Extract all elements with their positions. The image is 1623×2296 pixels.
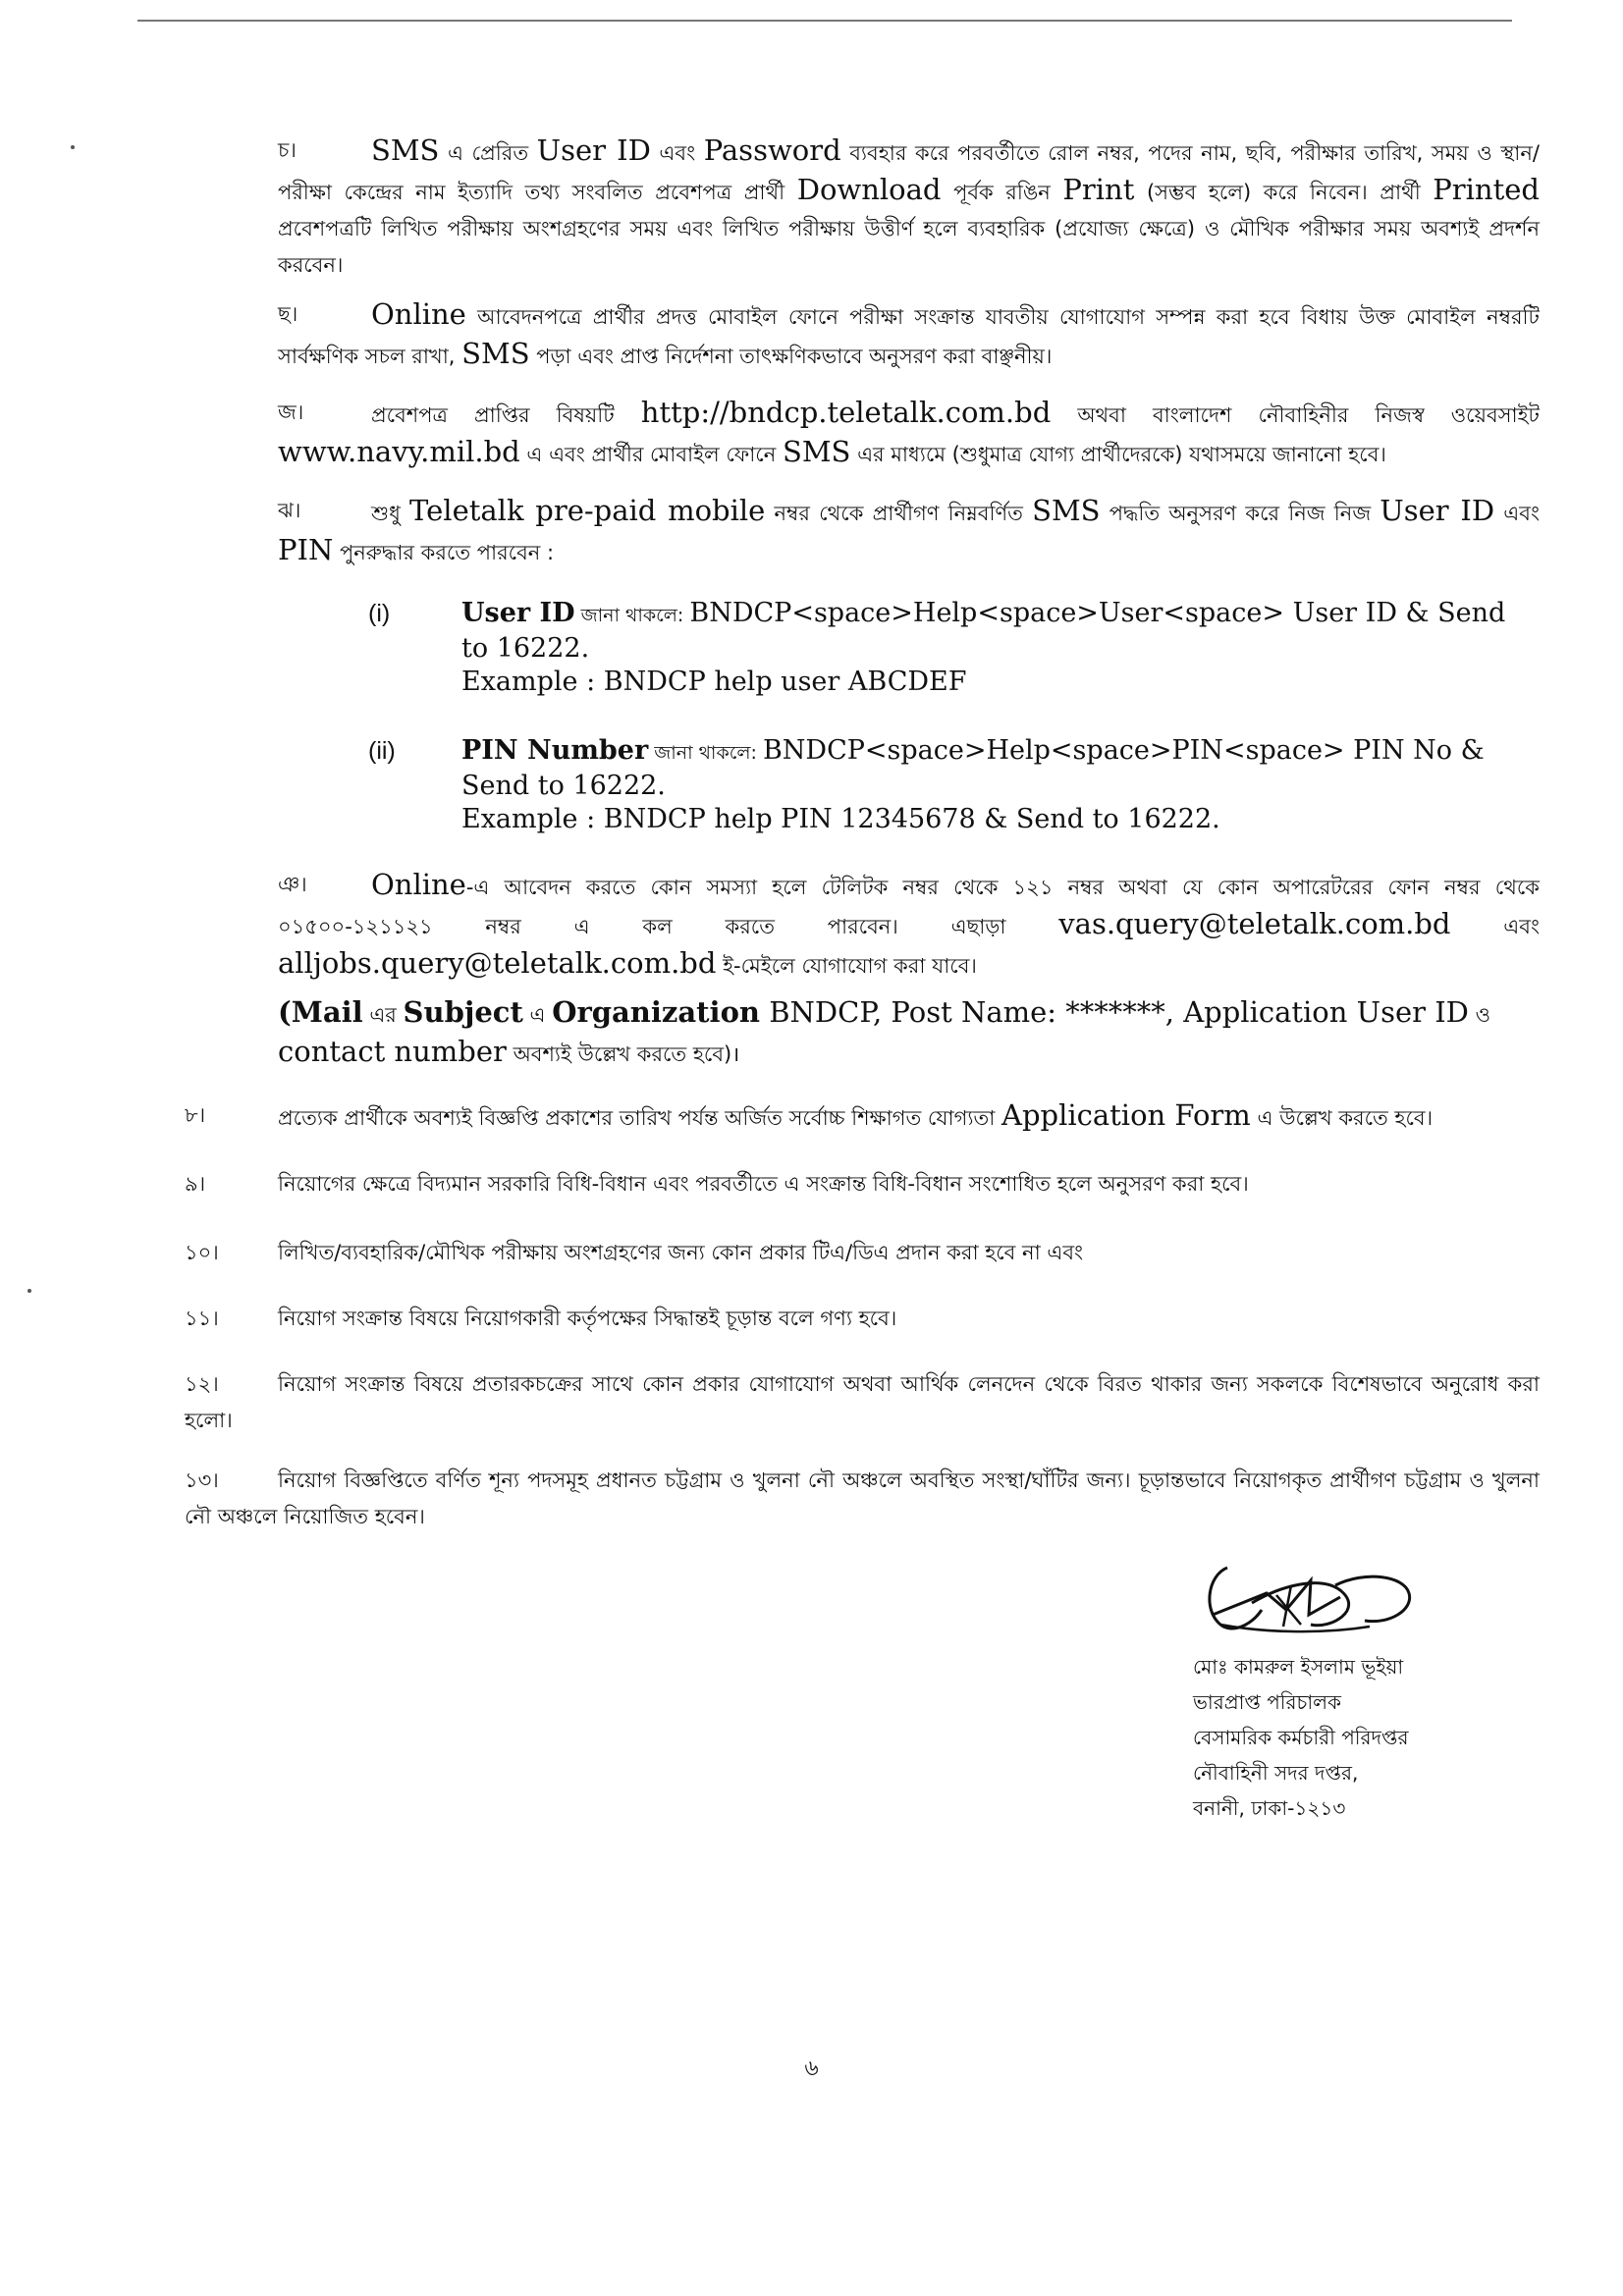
sub-key: PIN Number bbox=[461, 735, 649, 766]
text-run: এর মাধ্যমে (শুধুমাত্র যোগ্য প্রার্থীদেরকে) যথাসময়ে জানানো হবে। bbox=[850, 443, 1386, 466]
text-run: অবশ্যই উল্লেখ করতে হবে)। bbox=[506, 1042, 740, 1066]
sub-label: (i) bbox=[368, 600, 391, 627]
item-ja bbox=[278, 395, 1540, 473]
text-run: এ প্রেরিত bbox=[439, 141, 537, 165]
website-link[interactable]: http://bndcp.teletalk.com.bd bbox=[640, 396, 1052, 429]
inline-term: Print bbox=[1062, 173, 1135, 206]
top-rule bbox=[137, 20, 1512, 22]
item-label: ঝ। bbox=[278, 499, 301, 522]
item-text: নিয়োগ সংক্রান্ত বিষয়ে প্রতারকচক্রের সাথে কোন প্রকার যোগাযোগ অথবা আর্থিক লেনদেন থেকে বিরত থাকার জন্য সকলকে বিশেষভাবে অনুরোধ করা হলো। bbox=[185, 1372, 1540, 1432]
item-label: ছ। bbox=[278, 302, 298, 326]
inline-term: User ID bbox=[536, 133, 651, 167]
numbered-item-13 bbox=[185, 1463, 1540, 1535]
inline-term: Teletalk pre-paid mobile bbox=[409, 494, 766, 527]
inline-term: contact number bbox=[278, 1035, 507, 1068]
mail-note bbox=[278, 994, 1540, 1073]
text-run: জানা থাকলে: bbox=[648, 742, 763, 764]
text-run: ই-মেইলে যোগাযোগ করা যাবে। bbox=[716, 954, 977, 978]
sms-format: BNDCP<space>Help<space>PIN<space> PIN No & Send to 16222. bbox=[461, 735, 1485, 801]
item-text bbox=[278, 133, 1540, 284]
item-label: ৮। bbox=[185, 1103, 206, 1127]
inline-term: Online bbox=[371, 297, 466, 331]
numbered-item-8 bbox=[185, 1097, 1540, 1137]
item-text: নিয়োগ সংক্রান্ত বিষয়ে নিয়োগকারী কর্তৃপক্ষের সিদ্ধান্তই চূড়ান্ত বলে গণ্য হবে। bbox=[278, 1307, 897, 1330]
inline-term: PIN bbox=[278, 533, 334, 566]
sms-format: BNDCP<space>Help<space>User<space> User ID & Send to 16222. bbox=[461, 598, 1506, 664]
item-text bbox=[278, 1097, 1540, 1137]
numbered-item-9 bbox=[185, 1166, 1540, 1202]
item-chha bbox=[278, 296, 1540, 375]
inline-term: User ID bbox=[1380, 494, 1495, 527]
inline-term: Subject bbox=[403, 995, 523, 1029]
item-cha bbox=[278, 133, 1540, 284]
text-run: এবং bbox=[1494, 502, 1540, 525]
sms-example: Example : BNDCP help user ABCDEF bbox=[461, 667, 967, 697]
text-run: আবেদনপত্রে প্রার্থীর প্রদত্ত মোবাইল ফোনে পরীক্ষা সংক্রান্ত যাবতীয় যোগাযোগ সম্পন্ন করা হবে বিধায় উক্ত মোবাইল নম্বরটি সার্বক্ষণিক সচল রাখা, bbox=[278, 305, 1540, 368]
item-text: নিয়োগের ক্ষেত্রে বিদ্যমান সরকারি বিধি-বিধান এবং পরবর্তীতে এ সংক্রান্ত বিধি-বিধান সংশোধিত হলে অনুসরণ করা হবে। bbox=[278, 1172, 1249, 1196]
item-label: ১২। bbox=[185, 1372, 219, 1396]
text-run: নম্বর থেকে প্রার্থীগণ নিম্নবর্ণিত bbox=[765, 502, 1033, 525]
item-label: চ। bbox=[278, 138, 297, 162]
inline-term: Printed bbox=[1433, 173, 1540, 206]
text-run: (সম্ভব হলে) করে নিবেন। প্রার্থী bbox=[1134, 181, 1434, 204]
text-run: প্রবেশপত্রটি লিখিত পরীক্ষায় অংশগ্রহণের সময় এবং লিখিত পরীক্ষায় উত্তীর্ণ হলে ব্যবহারিক (প্রযোজ্য ক্ষেত্রে) ও মৌখিক পরীক্ষার সময় অবশ্যই প্রদর্শন করবেন। bbox=[278, 217, 1540, 277]
inline-term: Password bbox=[703, 133, 841, 167]
inline-term: Organization bbox=[552, 995, 760, 1029]
item-text: লিখিত/ব্যবহারিক/মৌখিক পরীক্ষায় অংশগ্রহণের জন্য কোন প্রকার টিএ/ডিএ প্রদান করা হবে না এবং bbox=[278, 1241, 1084, 1264]
inline-term: Online bbox=[371, 868, 466, 901]
inline-term: SMS bbox=[782, 435, 851, 468]
sms-instruction-user-id bbox=[368, 597, 1540, 699]
signatory-designation: ভারপ্রাপ্ত পরিচালক bbox=[1193, 1690, 1342, 1714]
scan-mark bbox=[27, 1289, 31, 1293]
inline-term: SMS bbox=[371, 133, 440, 167]
inline-term: Application Form bbox=[1001, 1098, 1251, 1132]
text-run: জানা থাকলে: bbox=[574, 605, 690, 626]
sub-text bbox=[461, 597, 1540, 699]
item-label: ১৩। bbox=[185, 1468, 219, 1492]
handwritten-signature bbox=[1193, 1556, 1448, 1649]
text-run: ব্যবহার করে পরবর্তীতে রোল নম্বর, পদের নাম, ছবি, পরীক্ষার তারিখ, সময় ও স্থান/পরীক্ষা কেন্দ্রের নাম ইত্যাদি তথ্য সংবলিত প্রবেশপত্র প্রার্থী bbox=[278, 141, 1540, 204]
signatory-address: বনানী, ঢাকা-১২১৩ bbox=[1193, 1796, 1346, 1820]
item-jha bbox=[278, 493, 1540, 571]
item-text bbox=[278, 395, 1540, 473]
sub-key: User ID bbox=[461, 598, 575, 628]
inline-term: Download bbox=[796, 173, 942, 206]
text-run: পুনরুদ্ধার করতে পারবেন : bbox=[333, 541, 555, 564]
scan-mark bbox=[71, 145, 75, 149]
text-run: পড়া এবং প্রাপ্ত নির্দেশনা তাৎক্ষণিকভাবে অনুসরণ করা বাঞ্ছনীয়। bbox=[529, 345, 1053, 368]
sub-text bbox=[461, 734, 1540, 836]
item-text: নিয়োগ বিজ্ঞপ্তিতে বর্ণিত শূন্য পদসমূহ প্রধানত চট্টগ্রাম ও খুলনা নৌ অঞ্চলে অবস্থিত সংস্থা/ঘাঁটির জন্য। চূড়ান্তভাবে নিয়োগকৃত প্রার্থীগণ চট্টগ্রাম ও খুলনা নৌ অঞ্চলে নিয়োজিত হবেন। bbox=[185, 1468, 1540, 1528]
text-run: এর bbox=[362, 1003, 404, 1027]
text-run: এবং bbox=[1450, 915, 1540, 938]
numbered-item-10 bbox=[185, 1235, 1540, 1271]
signatory-hq: নৌবাহিনী সদর দপ্তর, bbox=[1193, 1761, 1359, 1785]
item-label: ১০। bbox=[185, 1241, 219, 1264]
text-run: এবং bbox=[650, 141, 704, 165]
text-run: ও bbox=[1468, 1003, 1491, 1027]
email-link[interactable]: vas.query@teletalk.com.bd bbox=[1058, 907, 1451, 940]
text-run: অথবা বাংলাদেশ নৌবাহিনীর নিজস্ব ওয়েবসাইট bbox=[1051, 403, 1540, 427]
sub-label: (ii) bbox=[368, 737, 396, 765]
item-label: ১১। bbox=[185, 1307, 219, 1330]
text-run: এ এবং প্রার্থীর মোবাইল ফোনে bbox=[519, 443, 783, 466]
item-label: জ। bbox=[278, 400, 304, 424]
text-run: শুধু bbox=[371, 502, 410, 525]
text-run: পদ্ধতি অনুসরণ করে নিজ নিজ bbox=[1100, 502, 1380, 525]
item-nya bbox=[278, 867, 1540, 985]
inline-term: (Mail bbox=[278, 995, 363, 1029]
text-run: এ উল্লেখ করতে হবে। bbox=[1250, 1106, 1434, 1130]
item-text bbox=[278, 296, 1540, 375]
text-run: প্রবেশপত্র প্রাপ্তির বিষয়টি bbox=[371, 403, 641, 427]
item-text bbox=[278, 867, 1540, 985]
signature-block bbox=[1193, 1556, 1517, 1826]
website-link[interactable]: www.navy.mil.bd bbox=[278, 435, 520, 468]
inline-term: SMS bbox=[461, 337, 530, 370]
sms-example: Example : BNDCP help PIN 12345678 & Send to 16222. bbox=[461, 804, 1220, 834]
item-text bbox=[278, 493, 1540, 571]
text-run: এ bbox=[522, 1003, 553, 1027]
text-run: -এ আবেদন করতে কোন সমস্যা হলে টেলিটক নম্বর থেকে ১২১ নম্বর অথবা যে কোন অপারেটরের ফোন নম্বর থেকে ০১৫০০-১২১১২১ নম্বর এ কল করতে পারবেন। এছাড়া bbox=[278, 876, 1540, 938]
numbered-item-11 bbox=[185, 1301, 1540, 1337]
inline-term: SMS bbox=[1032, 494, 1101, 527]
signatory-name: মোঃ কামরুল ইসলাম ভূইয়া bbox=[1193, 1655, 1404, 1679]
text-run: প্রত্যেক প্রার্থীকে অবশ্যই বিজ্ঞপ্তি প্রকাশের তারিখ পর্যন্ত অর্জিত সর্বোচ্চ শিক্ষাগত যোগ্যতা bbox=[278, 1106, 1001, 1130]
numbered-item-12 bbox=[185, 1366, 1540, 1439]
inline-term: BNDCP, Post Name: *******, Application User ID bbox=[760, 995, 1469, 1029]
item-label: ৯। bbox=[185, 1172, 206, 1196]
item-label: ঞ। bbox=[278, 873, 307, 896]
email-link[interactable]: alljobs.query@teletalk.com.bd bbox=[278, 946, 717, 980]
text-run: পূর্বক রঙিন bbox=[941, 181, 1063, 204]
signatory-office: বেসামরিক কর্মচারী পরিদপ্তর bbox=[1193, 1726, 1409, 1749]
page-number: ৬ bbox=[804, 2056, 819, 2081]
sms-instruction-pin bbox=[368, 734, 1540, 836]
